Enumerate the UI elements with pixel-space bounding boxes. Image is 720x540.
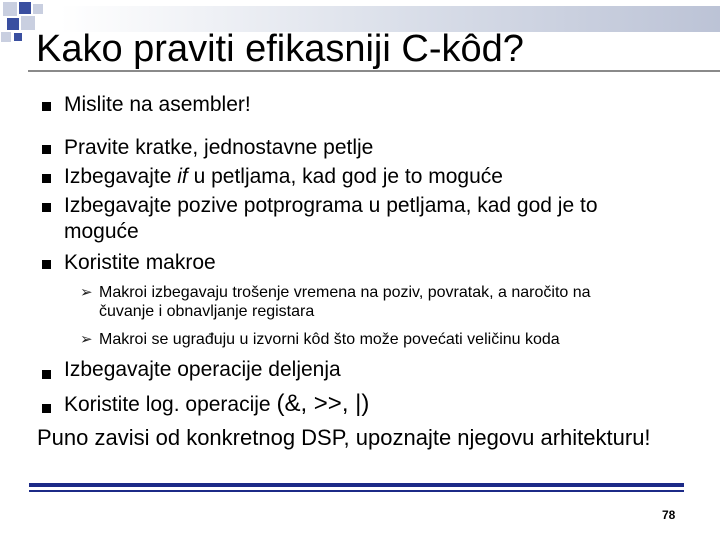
bullet-avoid-if-suffix: u petljama, kad god je to moguće [187,165,503,188]
bullet-avoid-if [64,164,503,190]
bullet-logical-ops-operators: (&, >>, |) [276,390,370,417]
bullet-think-assembler: Mislite na asembler! [64,93,251,116]
bullet-avoid-if-prefix: Izbegavajte [64,165,178,188]
bullet-logical-ops [64,391,369,418]
page-number: 78 [662,508,676,522]
square-bullet-icon [42,145,51,154]
sub-bullet-macros-code-size: Makroi se ugrađuju u izvorni kôd što može povećati veličinu koda [99,331,560,348]
bullet-avoid-division: Izbegavajte operacije deljenja [64,358,341,381]
square-bullet-icon [42,260,51,269]
square-bullet-icon [42,370,51,379]
slide-title: Kako praviti efikasniji C-kôd? [36,28,524,70]
conclusion-text: Puno zavisi od konkretnog DSP, upoznajte njegovu arhitekturu! [37,425,651,450]
footer-rule [29,483,684,487]
bullet-logical-ops-text: Koristite log. operacije [64,393,277,416]
square-bullet-icon [42,404,51,413]
square-bullet-icon [42,203,51,212]
square-bullet-icon [42,174,51,183]
sub-bullet-macros-save-time-line2: čuvanje i obnavljanje registara [99,303,315,320]
arrow-bullet-icon: ➢ [80,284,93,301]
sub-bullet-macros-save-time-line1: Makroi izbegavaju trošenje vremena na poziv, povratak, a naročito na [99,284,591,301]
bullet-use-macros: Koristite makroe [64,251,216,274]
bullet-avoid-calls-line1: Izbegavajte pozive potprograma u petljama, kad god je to [64,194,598,217]
bullet-avoid-calls-line2: moguće [64,220,139,243]
bullet-short-loops: Pravite kratke, jednostavne petlje [64,136,374,159]
arrow-bullet-icon: ➢ [80,331,93,348]
bullet-avoid-if-keyword: if [177,165,188,188]
title-underline [28,70,720,72]
square-bullet-icon [42,102,51,111]
footer-rule-thin [29,490,684,492]
